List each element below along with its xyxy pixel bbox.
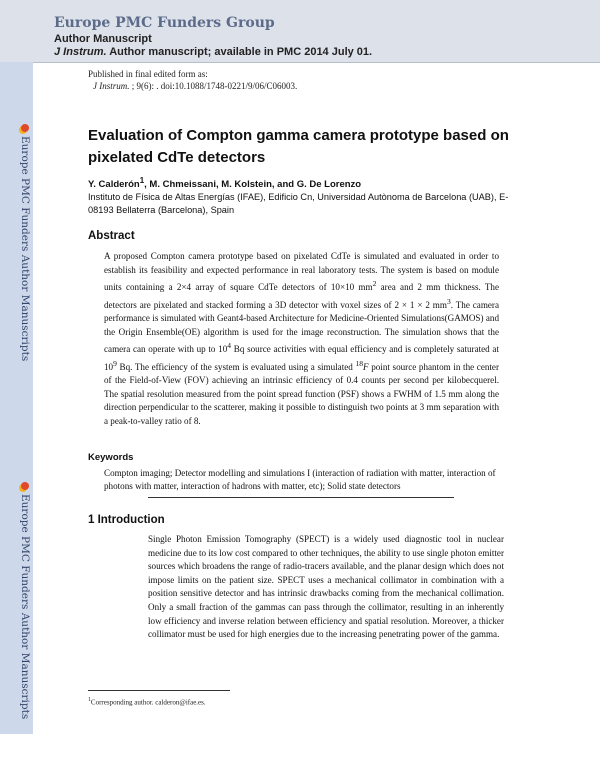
pmc-header-banner: [0, 0, 600, 63]
abstract-heading: Abstract: [88, 230, 135, 242]
availability-text: Author manuscript; available in PMC 2014 July 01.: [106, 46, 373, 58]
europe-pmc-logo-icon: [21, 124, 29, 132]
author-footnote-mark[interactable]: 1: [139, 176, 145, 185]
keywords-text: Compton imaging; Detector modelling and simulations I (interaction of radiation with matter, interaction of photons with matter, interaction of hadrons with matter, etc); Solid state detectors: [104, 468, 496, 491]
sidebar-label-text: Europe PMC Funders Author Manuscripts: [19, 136, 31, 362]
abstract-body: A proposed Compton camera prototype based on pixelated CdTe is simulated and evaluated in order to establish its feasibility and expected performance in real laboratory tests. The system is based on module units containing a 2×4 array of square CdTe detectors of 10×10 $mm^2$ area and 2 mm thickness. The detectors are pixelated and stacked forming a 3D detector with voxel sizes of 2 × 1 × 2 $mm^3$. The camera performance is simulated with Geant4-based Architecture for Medicine-Oriented Simulations(GAMOS) and the Origin Ensemble(OE) algorithm is used for the image reconstruction. The simulation shows that the camera can operate with up to $10^4$ Bq source activities with equal efficiency and is completely saturated at $10^9$ Bq. The efficiency of the system is evaluated using a simulated $^{18}$F point source phantom in the center of the Field-of-View (FOV) achieving an intrinsic efficiency of 0.4 counts per second per kilobecquerel. The spatial resolution measured from the point spread function (PSF) shows a FWHM of 1.5 mm along the direction perpendicular to the scatterer, making it possible to distinguish two points at 3 mm separation with a peak-to-valley ratio of 8.: [104, 251, 499, 426]
citation-line: [88, 80, 297, 92]
publication-info: [88, 68, 297, 92]
author-list: [88, 176, 361, 190]
sidebar-label-bottom: [2, 482, 31, 719]
keywords-heading: Keywords: [88, 452, 134, 463]
published-in-label: Published in final edited form as:: [88, 69, 208, 79]
journal-availability-line: [54, 46, 372, 58]
journal-name[interactable]: J Instrum.: [54, 46, 107, 58]
citation-journal: J Instrum.: [93, 81, 130, 91]
funders-group-title: Europe PMC Funders Group: [54, 15, 275, 31]
author-first: Y. Calderón: [88, 179, 140, 191]
author-manuscript-label: Author Manuscript: [54, 33, 152, 45]
footnote-text[interactable]: Corresponding author. calderon@ifae.es.: [90, 698, 206, 707]
sidebar-label-text: Europe PMC Funders Author Manuscripts: [19, 494, 31, 720]
sidebar-label-top: [2, 124, 31, 361]
footnote-mark: 1: [88, 697, 91, 703]
paper-title: Evaluation of Compton gamma camera prototype based on pixelated CdTe detectors: [88, 127, 509, 166]
introduction-heading: 1 Introduction: [88, 514, 165, 526]
introduction-body: Single Photon Emission Tomography (SPECT) is a widely used diagnostic tool in nuclear medicine due to its low cost compared to other techniques, the ability to use single photon emitter sources which broadens the range of radio-tracers available, and the planar design which does not impose limits on the patient size. SPECT uses a mechanical collimator in combination with a position sensitive detector and has intrinsic drawbacks coming from the mechanical collimation. Only a small fraction of the gammas can pass through the collimator, resulting in an inherently low efficiency and inverse relation between efficiency and spatial resolution. Moreover, a thicker collimator must be used for high energies due to the increasing penetrating power of the gamma.: [148, 534, 504, 640]
keywords-divider: [148, 497, 454, 498]
manuscript-sidebar: [0, 62, 33, 734]
author-others: , M. Chmeissani, M. Kolstein, and G. De Lorenzo: [144, 179, 362, 191]
footnote: [88, 697, 206, 706]
footnote-divider: [88, 690, 230, 691]
affiliation: Instituto de Física de Altas Energías (IFAE), Edificio Cn, Universidad Autònoma de Barcelona (UAB), E-08193 Bellaterra (Barcelona), Spain: [88, 192, 509, 215]
citation-doi[interactable]: ; 9(6): . doi:10.1088/1748-0221/9/06/C06003.: [129, 81, 298, 91]
europe-pmc-logo-icon: [21, 482, 29, 490]
